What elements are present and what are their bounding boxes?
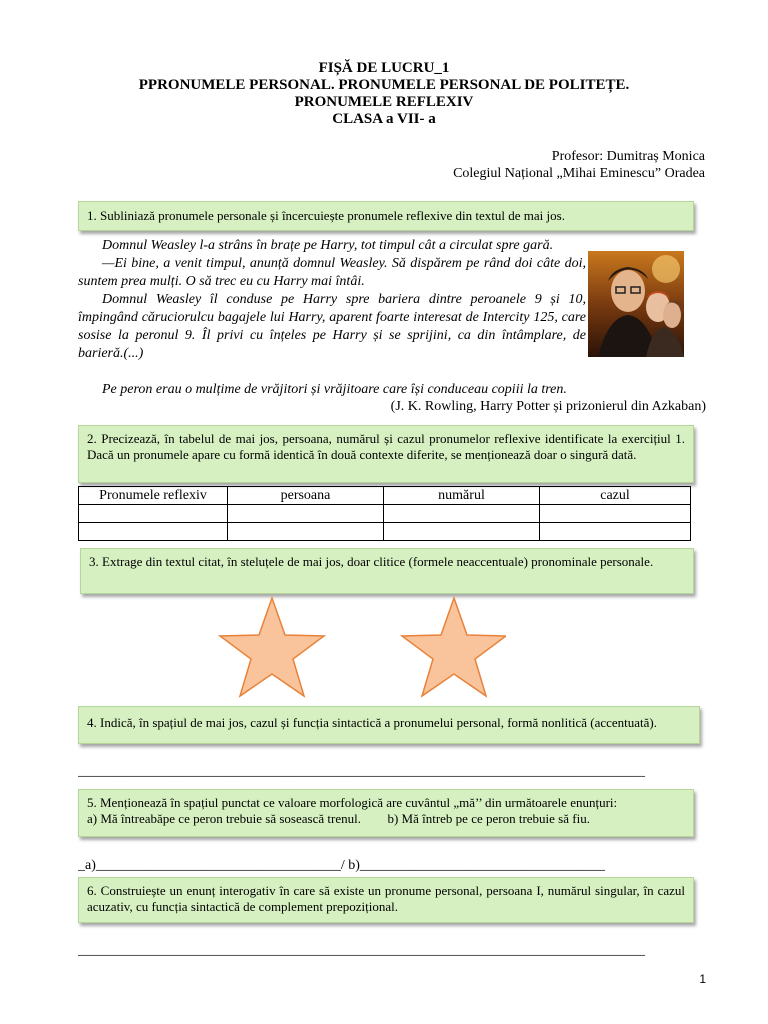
table-row xyxy=(79,523,691,541)
task1-instruction: 1. Subliniază pronumele personale și încercuiește pronumele reflexive din textul de mai jos. xyxy=(87,208,565,223)
table-cell[interactable] xyxy=(79,523,228,541)
task6-instruction: 6. Construiește un enunț interogativ în care să existe un pronume personal, persoana I, numărul singular, în cazul acuzativ, cu funcția sintactică de complement prepozițional. xyxy=(87,883,685,914)
task5-box xyxy=(78,789,694,837)
school-name: Colegiul Național „Mihai Eminescu” Oradea xyxy=(453,166,705,181)
col-header-person: persoana xyxy=(228,487,384,505)
table-header-row xyxy=(79,487,691,505)
task1-box xyxy=(78,201,694,231)
passage-paragraph-3: Domnul Weasley îl conduse pe Harry spre bariera dintre peroanele 9 și 10, împingând căruciorulcu bagajele lui Harry, aparent foarte interesat de Intercity 125, care sosise la peronul 9. Îl privi cu înțeles pe Harry și se sprijini, ca din întâmplare, de barieră.(...) xyxy=(78,292,586,361)
table-cell[interactable] xyxy=(384,505,540,523)
passage-paragraph-4: Pe peron erau o mulțime de vrăjitori și vrăjitoare care își conduceau copiii la tren. xyxy=(102,382,567,397)
table-cell[interactable] xyxy=(228,505,384,523)
task6-answer-line[interactable]: _________________________________________________________________________________ xyxy=(78,943,645,958)
table-cell[interactable] xyxy=(228,523,384,541)
task4-answer-line[interactable]: _________________________________________________________________________________ xyxy=(78,764,645,779)
harry-potter-image xyxy=(588,251,684,357)
passage-paragraph-1: Domnul Weasley l-a strâns în brațe pe Harry, tot timpul cât a circulat spre gară. xyxy=(102,238,554,253)
task3-box xyxy=(80,548,694,594)
task6-box xyxy=(78,877,694,923)
passage-paragraph-2: —Ei bine, a venit timpul, anunță domnul Weasley. Să dispărem pe rând doi câte doi, suntem prea mulți. O să trec eu cu Harry mai întâi. xyxy=(78,256,586,289)
task2-instruction: 2. Precizează, în tabelul de mai jos, persoana, numărul și cazul pronumelor reflexive identificate la exercițiul 1. Dacă un pronumele apare cu formă identică în două contexte diferite, se menționează doar o singură dată. xyxy=(87,431,685,462)
task4-instruction: 4. Indică, în spațiul de mai jos, cazul și funcția sintactică a pronumelui personal, formă nonlitică (accentuată). xyxy=(87,715,657,730)
table-cell[interactable] xyxy=(79,505,228,523)
col-header-number: numărul xyxy=(384,487,540,505)
task5-sentence-a: a) Mă întreabăpe ce peron trebuie să sosească trenul. xyxy=(87,811,361,826)
star-answer-1[interactable] xyxy=(220,598,324,696)
worksheet-subtitle-2: PRONUMELE REFLEXIV xyxy=(294,94,474,110)
teacher-name: Profesor: Dumitraș Monica xyxy=(551,149,705,164)
table-row xyxy=(79,505,691,523)
class-label: CLASA a VII- a xyxy=(332,111,436,127)
passage-source: (J. K. Rowling, Harry Potter și prizonierul din Azkaban) xyxy=(390,399,706,414)
table-cell[interactable] xyxy=(540,523,691,541)
task4-box xyxy=(78,706,700,744)
story-passage xyxy=(78,237,586,363)
task3-instruction: 3. Extrage din textul citat, în steluțele de mai jos, doar clitice (formele neaccentuale) pronominale personale. xyxy=(89,554,654,569)
table-cell[interactable] xyxy=(540,505,691,523)
task5-instruction: 5. Menționează în spațiul punctat ce valoare morfologică are cuvântul „mă’’ din următoarele enunțuri: xyxy=(87,795,618,810)
col-header-pronoun: Pronumele reflexiv xyxy=(79,487,228,505)
worksheet-title: FIȘĂ DE LUCRU_1 xyxy=(318,60,450,76)
worksheet-subtitle-1: PPRONUMELE PERSONAL. PRONUMELE PERSONAL DE POLITEȚE. xyxy=(138,77,630,93)
task5-answer-line[interactable]: _a)___________________________________/ b)___________________________________ xyxy=(78,858,605,873)
col-header-case: cazul xyxy=(540,487,691,505)
star-answer-2[interactable] xyxy=(402,598,506,696)
table-cell[interactable] xyxy=(384,523,540,541)
task2-box xyxy=(78,425,694,483)
page-number: 1 xyxy=(699,972,706,986)
reflexive-pronoun-table xyxy=(78,486,691,541)
task5-sentence-b: b) Mă întreb pe ce peron trebuie să fiu. xyxy=(387,811,590,826)
answer-stars xyxy=(216,594,506,702)
